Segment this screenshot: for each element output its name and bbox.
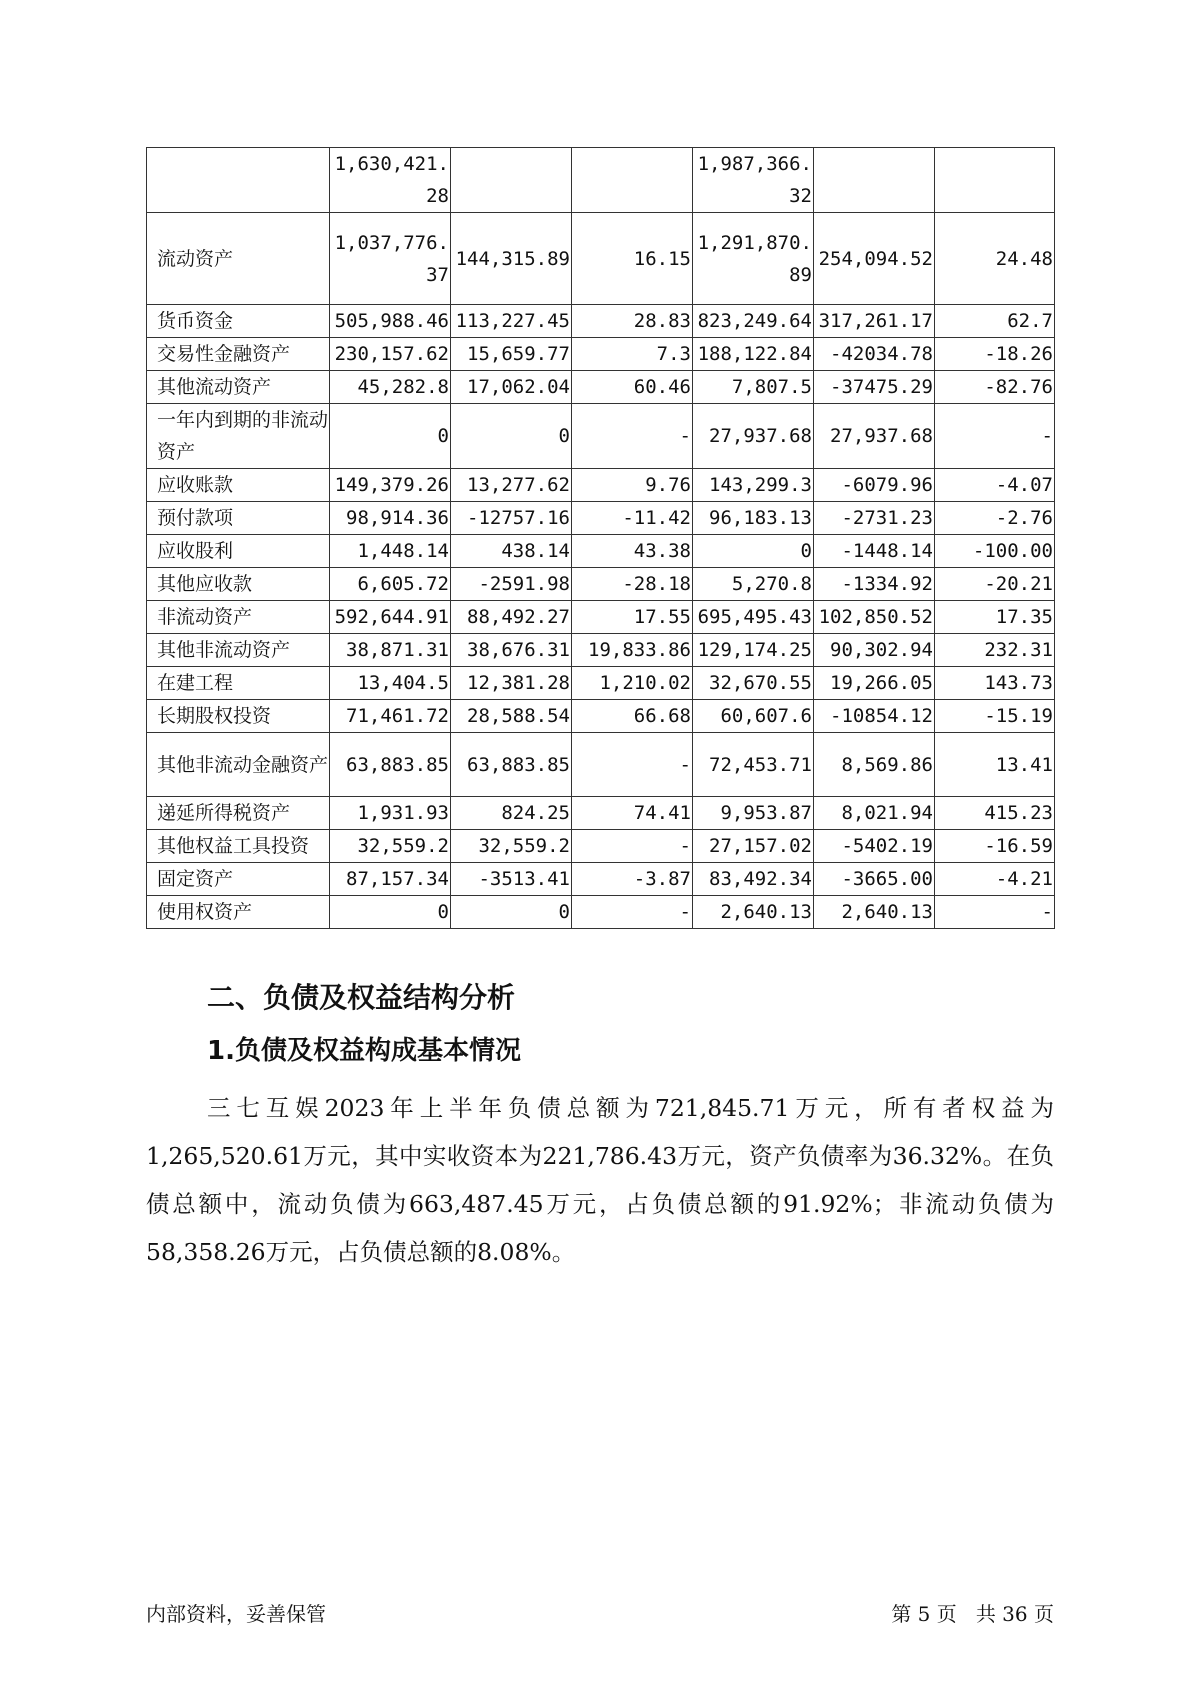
table-cell: 113,227.45 (451, 305, 572, 338)
table-cell: -3.87 (572, 863, 693, 896)
table-cell: 1,291,870.89 (693, 213, 814, 305)
table-cell: 129,174.25 (693, 634, 814, 667)
table-row (147, 863, 1055, 896)
row-label: 其他权益工具投资 (147, 830, 330, 863)
table-cell: 0 (330, 896, 451, 929)
table-cell: -82.76 (935, 371, 1055, 404)
table-cell: 1,931.93 (330, 797, 451, 830)
table-row (147, 502, 1055, 535)
table-cell: 63,883.85 (330, 733, 451, 797)
table-row (147, 601, 1055, 634)
table-cell: 45,282.8 (330, 371, 451, 404)
table-cell: 1,987,366.32 (693, 148, 814, 213)
table-cell (814, 148, 935, 213)
table-cell: 9.76 (572, 469, 693, 502)
row-label: 长期股权投资 (147, 700, 330, 733)
table-cell: 188,122.84 (693, 338, 814, 371)
table-cell: 72,453.71 (693, 733, 814, 797)
table-cell: -20.21 (935, 568, 1055, 601)
table-cell: 28,588.54 (451, 700, 572, 733)
row-label: 其他应收款 (147, 568, 330, 601)
table-row (147, 667, 1055, 700)
table-row (147, 404, 1055, 469)
table-cell: -4.21 (935, 863, 1055, 896)
table-cell: 12,381.28 (451, 667, 572, 700)
table-cell: -6079.96 (814, 469, 935, 502)
table-cell: 7.3 (572, 338, 693, 371)
row-label: 在建工程 (147, 667, 330, 700)
table-row (147, 634, 1055, 667)
table-cell: 96,183.13 (693, 502, 814, 535)
table-row (147, 797, 1055, 830)
row-label: 交易性金融资产 (147, 338, 330, 371)
table-cell: 32,559.2 (451, 830, 572, 863)
table-cell: 415.23 (935, 797, 1055, 830)
table-row (147, 148, 1055, 213)
table-cell: 143.73 (935, 667, 1055, 700)
table-cell: 0 (451, 896, 572, 929)
table-cell: 27,937.68 (693, 404, 814, 469)
table-cell: 8,569.86 (814, 733, 935, 797)
table-row (147, 568, 1055, 601)
table-cell: 32,559.2 (330, 830, 451, 863)
row-label (147, 148, 330, 213)
table-cell: 27,937.68 (814, 404, 935, 469)
table-cell: - (572, 896, 693, 929)
table-cell: 74.41 (572, 797, 693, 830)
table-cell: 71,461.72 (330, 700, 451, 733)
table-cell: -100.00 (935, 535, 1055, 568)
table-row (147, 896, 1055, 929)
financial-table-body (147, 148, 1055, 929)
table-cell: -2.76 (935, 502, 1055, 535)
table-cell: -2731.23 (814, 502, 935, 535)
table-cell: 1,630,421.28 (330, 148, 451, 213)
row-label: 非流动资产 (147, 601, 330, 634)
table-cell: 13,277.62 (451, 469, 572, 502)
table-cell: 317,261.17 (814, 305, 935, 338)
table-cell: -1334.92 (814, 568, 935, 601)
body-paragraph: 三七互娱2023年上半年负债总额为721,845.71万元，所有者权益为1,265,520.61万元，其中实收资本为221,786.43万元，资产负债率为36.32%。在负债总额中，流动负债为663,487.45万元，占负债总额的91.92%；非流动负债为58,358.26万元，占负债总额的8.08%。 (146, 1094, 1054, 1266)
row-label: 流动资产 (147, 213, 330, 305)
table-cell: 17.55 (572, 601, 693, 634)
table-cell: - (572, 404, 693, 469)
table-row (147, 338, 1055, 371)
row-label: 货币资金 (147, 305, 330, 338)
table-row (147, 535, 1055, 568)
row-label: 固定资产 (147, 863, 330, 896)
table-cell: 27,157.02 (693, 830, 814, 863)
table-row (147, 700, 1055, 733)
table-cell: 6,605.72 (330, 568, 451, 601)
row-label: 一年内到期的非流动资产 (147, 404, 330, 469)
table-cell: 5,270.8 (693, 568, 814, 601)
table-cell: -11.42 (572, 502, 693, 535)
table-cell: 63,883.85 (451, 733, 572, 797)
table-cell: 19,833.86 (572, 634, 693, 667)
table-cell: 17.35 (935, 601, 1055, 634)
table-cell: -28.18 (572, 568, 693, 601)
table-cell: 230,157.62 (330, 338, 451, 371)
table-cell: - (935, 896, 1055, 929)
table-cell: 2,640.13 (814, 896, 935, 929)
table-cell: 43.38 (572, 535, 693, 568)
section-heading: 二、负债及权益结构分析 (207, 981, 516, 1014)
table-cell: 1,448.14 (330, 535, 451, 568)
financial-table (146, 147, 1055, 929)
table-cell: 17,062.04 (451, 371, 572, 404)
table-row (147, 371, 1055, 404)
table-cell: -5402.19 (814, 830, 935, 863)
table-cell: 98,914.36 (330, 502, 451, 535)
table-cell: 13.41 (935, 733, 1055, 797)
row-label: 使用权资产 (147, 896, 330, 929)
table-cell: -3513.41 (451, 863, 572, 896)
table-cell: 15,659.77 (451, 338, 572, 371)
table-cell: 19,266.05 (814, 667, 935, 700)
table-cell: -15.19 (935, 700, 1055, 733)
table-row (147, 830, 1055, 863)
table-cell: -42034.78 (814, 338, 935, 371)
row-label: 其他非流动资产 (147, 634, 330, 667)
table-cell: - (572, 733, 693, 797)
row-label: 其他非流动金融资产 (147, 733, 330, 797)
table-cell: 90,302.94 (814, 634, 935, 667)
table-cell (572, 148, 693, 213)
table-cell: 38,871.31 (330, 634, 451, 667)
table-cell: 823,249.64 (693, 305, 814, 338)
table-cell: 254,094.52 (814, 213, 935, 305)
table-cell: -10854.12 (814, 700, 935, 733)
table-cell: 60,607.6 (693, 700, 814, 733)
table-cell: 16.15 (572, 213, 693, 305)
table-cell: 0 (451, 404, 572, 469)
table-cell: 88,492.27 (451, 601, 572, 634)
table-cell: -2591.98 (451, 568, 572, 601)
table-cell: - (572, 830, 693, 863)
footer-page-number: 第 5 页 共 36 页 (891, 1602, 1054, 1626)
table-cell: 60.46 (572, 371, 693, 404)
table-cell: 9,953.87 (693, 797, 814, 830)
table-cell: 824.25 (451, 797, 572, 830)
table-cell: 592,644.91 (330, 601, 451, 634)
table-cell (451, 148, 572, 213)
table-cell: -3665.00 (814, 863, 935, 896)
subsection-heading: 1.负债及权益构成基本情况 (207, 1036, 521, 1066)
table-cell: 1,037,776.37 (330, 213, 451, 305)
table-cell: 62.7 (935, 305, 1055, 338)
table-cell: -1448.14 (814, 535, 935, 568)
table-cell: 232.31 (935, 634, 1055, 667)
table-cell: 505,988.46 (330, 305, 451, 338)
table-cell: -18.26 (935, 338, 1055, 371)
table-cell: 143,299.3 (693, 469, 814, 502)
table-row (147, 305, 1055, 338)
row-label: 预付款项 (147, 502, 330, 535)
table-cell: 2,640.13 (693, 896, 814, 929)
table-cell: 695,495.43 (693, 601, 814, 634)
table-cell: 32,670.55 (693, 667, 814, 700)
table-row (147, 733, 1055, 797)
table-cell (935, 148, 1055, 213)
footer-confidential-note: 内部资料，妥善保管 (146, 1602, 326, 1626)
table-cell: 0 (330, 404, 451, 469)
table-cell: 7,807.5 (693, 371, 814, 404)
table-cell: 24.48 (935, 213, 1055, 305)
row-label: 递延所得税资产 (147, 797, 330, 830)
table-cell: 28.83 (572, 305, 693, 338)
table-cell: 66.68 (572, 700, 693, 733)
table-cell: 149,379.26 (330, 469, 451, 502)
table-cell: -4.07 (935, 469, 1055, 502)
table-cell: 438.14 (451, 535, 572, 568)
table-cell: 38,676.31 (451, 634, 572, 667)
table-row (147, 213, 1055, 305)
table-cell: -12757.16 (451, 502, 572, 535)
table-cell: -37475.29 (814, 371, 935, 404)
table-cell: -16.59 (935, 830, 1055, 863)
table-cell: 8,021.94 (814, 797, 935, 830)
table-cell: 102,850.52 (814, 601, 935, 634)
table-cell: 13,404.5 (330, 667, 451, 700)
table-cell: 1,210.02 (572, 667, 693, 700)
table-cell: 144,315.89 (451, 213, 572, 305)
table-cell: 87,157.34 (330, 863, 451, 896)
row-label: 其他流动资产 (147, 371, 330, 404)
table-row (147, 469, 1055, 502)
table-cell: 0 (693, 535, 814, 568)
row-label: 应收股利 (147, 535, 330, 568)
table-cell: 83,492.34 (693, 863, 814, 896)
row-label: 应收账款 (147, 469, 330, 502)
table-cell: - (935, 404, 1055, 469)
